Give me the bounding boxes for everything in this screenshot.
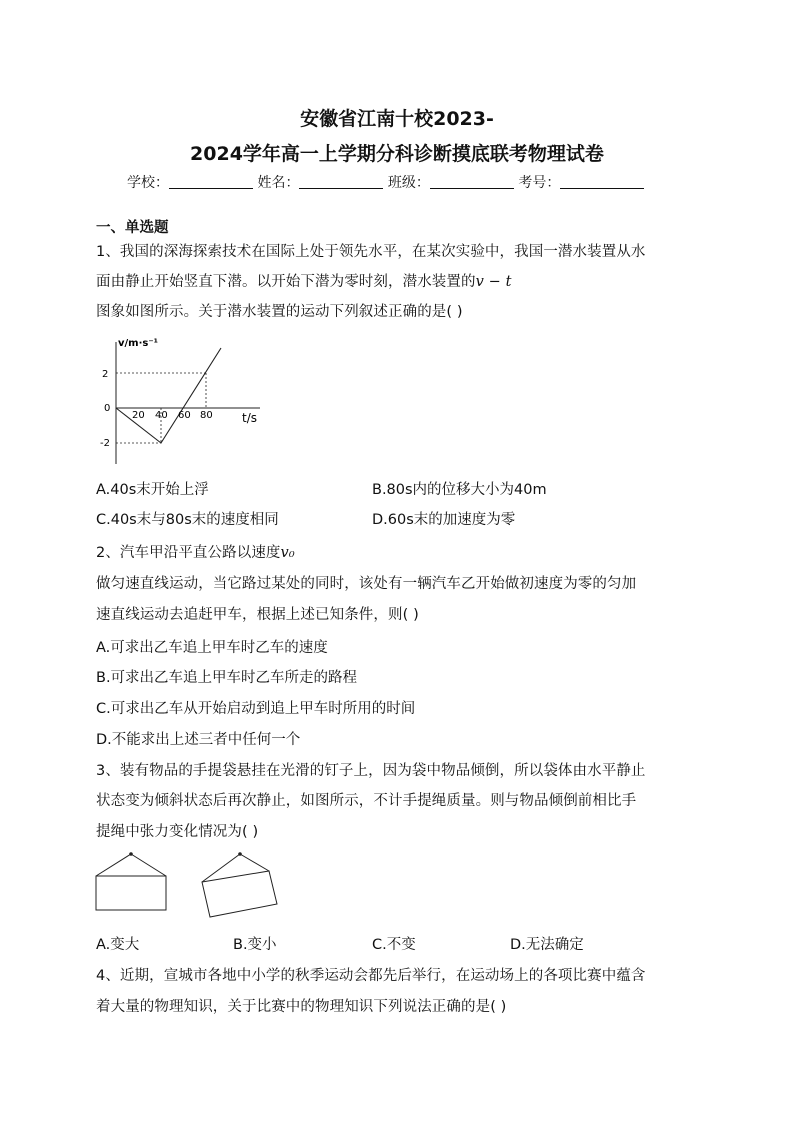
q3-line3: 提绳中张力变化情况为( ) [96,824,259,840]
bag-tilted-figure [202,852,277,917]
q2-option-c[interactable]: C.可求出乙车从开始启动到追上甲车时所用的时间 [96,701,416,717]
q1-option-a[interactable]: A.40s末开始上浮 [96,482,209,498]
exam-title-line1: 安徽省江南十校2023- [300,108,494,130]
exam-title-line2: 2024学年高一上学期分科诊断摸底联考物理试卷 [190,143,604,165]
q2-line1 [96,541,295,562]
q1-option-b[interactable]: B.80s内的位移大小为40m [372,482,547,498]
q3-option-d[interactable]: D.无法确定 [510,937,584,953]
vt-xtick-40: 40 [155,410,168,421]
vt-xtick-20: 20 [132,410,145,421]
exam-no-label: 考号： [518,175,561,191]
q4-line1: 4、近期，宣城市各地中小学的秋季运动会都先后举行，在运动场上的各项比赛中蕴含 [96,968,646,984]
q3-option-c[interactable]: C.不变 [372,937,416,953]
q2-v0-symbol: v₀ [280,545,295,561]
vt-curve [116,348,221,443]
vt-ylabel: v/m·s⁻¹ [118,338,158,349]
exam-no-blank[interactable] [560,174,644,189]
q4-line2: 着大量的物理知识，关于比赛中的物理知识下列说法正确的是( ) [96,999,507,1015]
school-label: 学校： [127,175,169,191]
bag-figures [90,848,290,924]
q1-vt-symbol: v − t [475,274,512,290]
q2-option-d[interactable]: D.不能求出上述三者中任何一个 [96,732,301,748]
section-heading: 一、单选题 [96,220,169,236]
vt-xtick-60: 60 [178,410,191,421]
q1-line2 [96,270,512,291]
q3-option-a[interactable]: A.变大 [96,937,140,953]
q1-line1: 1、我国的深海探索技术在国际上处于领先水平，在某次实验中，我国一潜水装置从水 [96,244,646,260]
q3-option-b[interactable]: B.变小 [233,937,277,953]
name-label: 姓名： [257,175,300,191]
vt-ytick-2: 2 [102,369,109,380]
q1-line2-text: 面由静止开始竖直下潜。以开始下潜为零时刻，潜水装置的 [96,274,476,290]
vt-xlabel: t/s [242,411,257,425]
vt-ytick-neg2: -2 [100,438,110,449]
q2-option-b[interactable]: B.可求出乙车追上甲车时乙车所走的路程 [96,670,358,686]
q3-line1: 3、装有物品的手提袋悬挂在光滑的钉子上，因为袋中物品倾倒，所以袋体由水平静止 [96,763,646,779]
school-blank[interactable] [169,174,253,189]
q2-line2: 做匀速直线运动，当它路过某处的同时，该处有一辆汽车乙开始做初速度为零的匀加 [96,576,637,592]
vt-ytick-0: 0 [104,403,111,414]
vt-graph [100,334,270,466]
student-info-row [127,172,644,192]
q1-line3: 图象如图所示。关于潜水装置的运动下列叙述正确的是( ) [96,304,463,320]
q2-line1-text: 2、汽车甲沿平直公路以速度 [96,545,281,561]
name-blank[interactable] [299,174,383,189]
q2-option-a[interactable]: A.可求出乙车追上甲车时乙车的速度 [96,640,328,656]
q1-option-c[interactable]: C.40s末与80s末的速度相同 [96,512,279,528]
class-blank[interactable] [430,174,514,189]
vt-xtick-80: 80 [200,410,213,421]
class-label: 班级： [387,175,430,191]
q2-line3: 速直线运动去追赶甲车，根据上述已知条件，则( ) [96,607,419,623]
bag-level-figure [96,852,166,910]
q1-option-d[interactable]: D.60s末的加速度为零 [372,512,516,528]
q3-line2: 状态变为倾斜状态后再次静止，如图所示，不计手提绳质量。则与物品倾倒前相比手 [96,793,637,809]
